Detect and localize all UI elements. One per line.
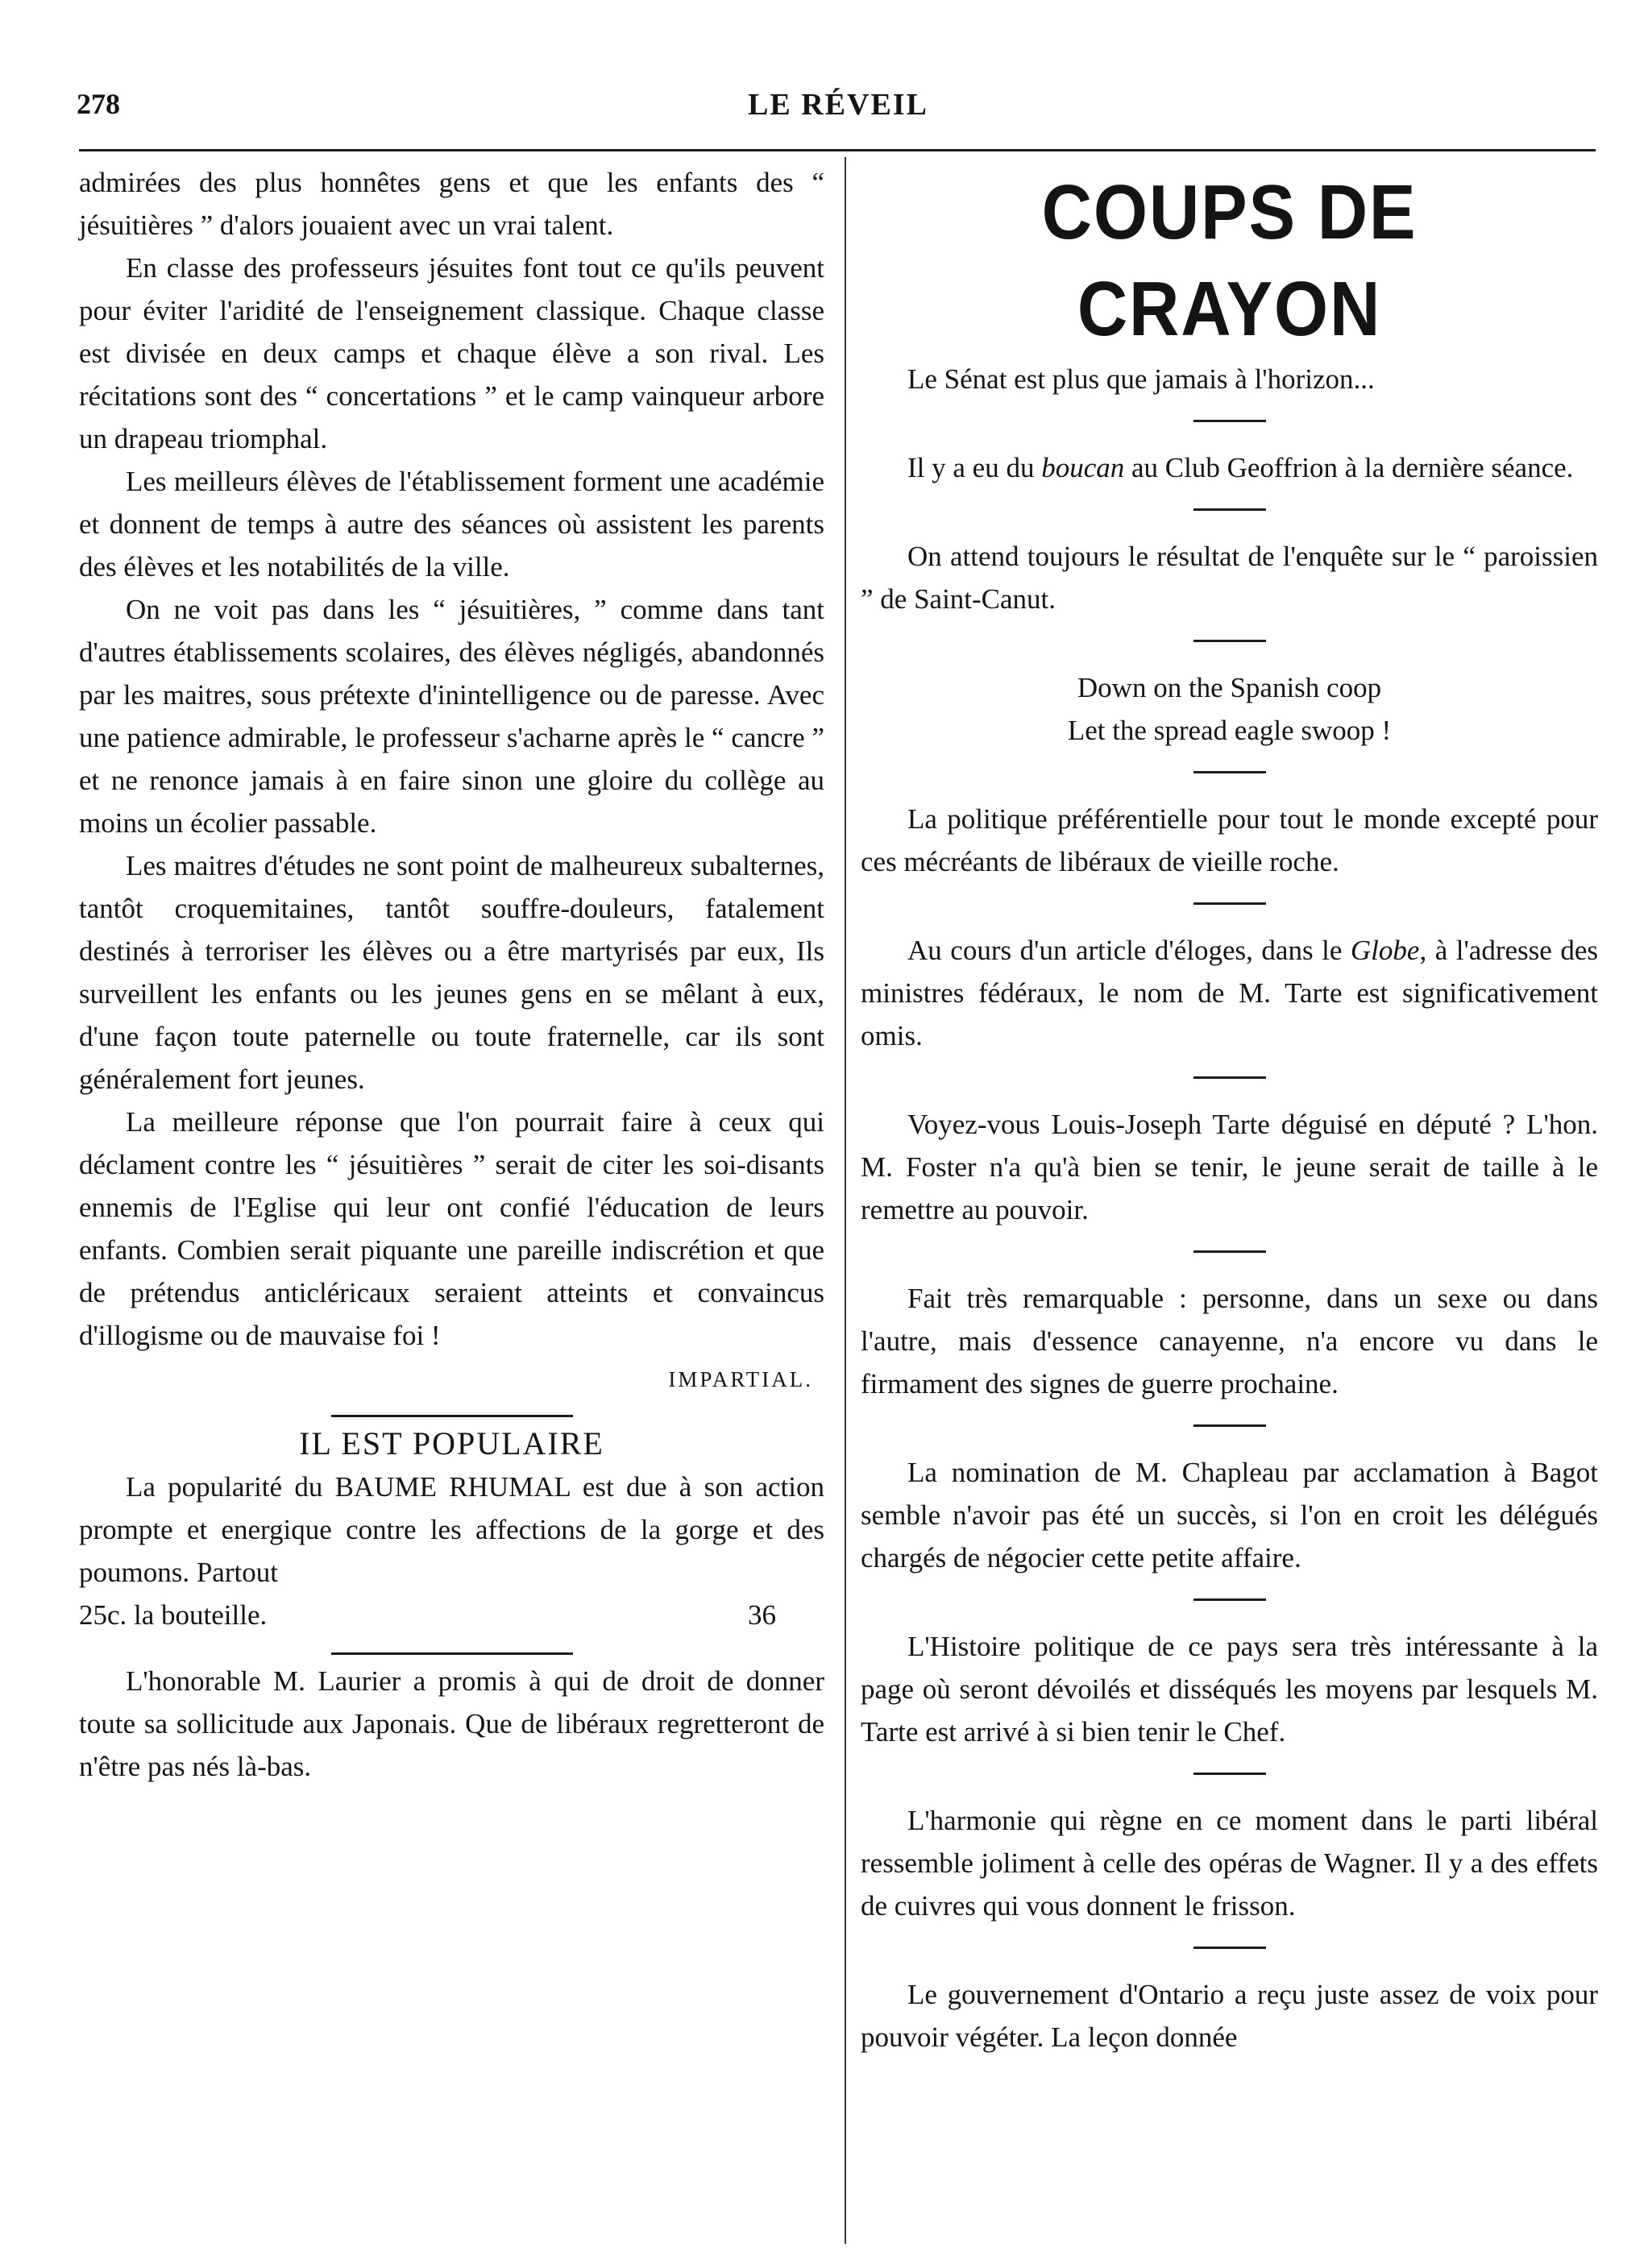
brief-item: Le Sénat est plus que jamais à l'horizon... [907, 363, 1375, 395]
brief-item: Au cours d'un article d'éloges, dans le Globe, à l'adresse des ministres fédéraux, le nom de M. Tarte est significativement omis. [861, 935, 1598, 1051]
brief-item: La nomination de M. Chapleau par acclamation à Bagot semble n'avoir pas été un succès, si l'on en croit les délégués chargés de négocier cette petite affaire. [861, 1457, 1598, 1574]
header-rule [79, 149, 1596, 151]
separator-rule [1193, 508, 1266, 511]
separator-rule [1193, 420, 1266, 422]
separator-rule [1193, 1424, 1266, 1427]
journal-title: LE RÉVEIL [748, 88, 928, 122]
separator-rule [1193, 1773, 1266, 1775]
verse-line: Down on the Spanish coop [1077, 672, 1382, 703]
ad-title: IL EST POPULAIRE [299, 1425, 604, 1462]
paragraph: On ne voit pas dans les “ jésuitières, ” comme dans tant d'autres établissements scolaires, des élèves négligés, abandonnés par les maitres, sous prétexte d'inintelligence ou de paresse. Avec une patience admirable, le professeur s'acharne après le “ cancre ” et ne renonce jamais à en faire sinon une gloire du collège au moins un écolier passable. [79, 594, 824, 839]
brief-item: Fait très remarquable : personne, dans un sexe ou dans l'autre, mais d'essence canayenne, n'a encore vu dans le firmament des signes de guerre prochaine. [861, 1283, 1598, 1399]
separator-rule [1193, 1250, 1266, 1253]
separator-rule [1193, 640, 1266, 642]
right-column [861, 161, 1598, 2059]
separator-rule [1193, 1598, 1266, 1601]
brief-item: La politique préférentielle pour tout le monde excepté pour ces mécréants de libéraux de vieille roche. [861, 803, 1598, 877]
ad-text: La popularité du BAUME RHUMAL est due à son action prompte et energique contre les affections de la gorge et des poumons. Partout [79, 1471, 824, 1588]
column-divider [845, 157, 846, 2244]
page-header [77, 81, 1600, 129]
signature: IMPARTIAL. [668, 1367, 813, 1391]
section-title: COUPS DE CRAYON [1041, 169, 1418, 352]
separator-rule [1193, 1076, 1266, 1079]
verse-line: Let the spread eagle swoop ! [1067, 715, 1392, 746]
paragraph: La meilleure réponse que l'on pourrait faire à ceux qui déclament contre les “ jésuitières ” serait de citer les soi-disants ennemis de l'Eglise qui leur ont confié l'éducation de leurs enfants. Combien serait piquante une pareille indiscrétion et que de prétendus anticléricaux seraient atteints et convaincus d'illogisme ou de mauvaise foi ! [79, 1106, 824, 1351]
ad-last-line [79, 1594, 824, 1636]
paragraph: admirées des plus honnêtes gens et que les enfants des “ jésuitières ” d'alors jouaient avec un vrai talent. [79, 167, 824, 241]
brief-item: L'harmonie qui règne en ce moment dans le parti libéral ressemble joliment à celle des opéras de Wagner. Il y a des effets de cuivres qui vous donnent le frisson. [861, 1805, 1598, 1922]
ad-price: 25c. la bouteille. [79, 1599, 268, 1631]
closing-paragraph: L'honorable M. Laurier a promis à qui de droit de donner toute sa sollicitude aux Japonais. Que de libéraux regretteront de n'être pas nés là-bas. [79, 1665, 824, 1782]
separator-rule [1193, 771, 1266, 773]
brief-item: Le gouvernement d'Ontario a reçu juste assez de voix pour pouvoir végéter. La leçon donnée [861, 1979, 1598, 2053]
brief-item: Il y a eu du boucan au Club Geoffrion à la dernière séance. [907, 452, 1574, 483]
brief-item: Voyez-vous Louis-Joseph Tarte déguisé en député ? L'hon. M. Foster n'a qu'à bien se tenir, le jeune serait de taille à le remettre au pouvoir. [861, 1109, 1598, 1225]
verse [861, 666, 1598, 752]
brief-item: L'Histoire politique de ce pays sera très intéressante à la page où seront dévoilés et disséqués les moyens par lesquels M. Tarte est arrivé à si bien tenir le Chef. [861, 1631, 1598, 1748]
separator-rule [331, 1415, 573, 1417]
paragraph: Les meilleurs élèves de l'établissement forment une académie et donnent de temps à autre des séances où assistent les parents des élèves et les notabilités de la ville. [79, 466, 824, 583]
page-number: 278 [77, 88, 120, 120]
left-column [79, 161, 824, 1788]
paragraph: Les maitres d'études ne sont point de malheureux subalternes, tantôt croquemitaines, tantôt souffre-douleurs, fatalement destinés à terroriser les élèves ou a être martyrisés par eux, Ils surveillent les enfants ou les jeunes gens en se mêlant à eux, d'une façon toute paternelle ou toute fraternelle, car ils sont généralement fort jeunes. [79, 850, 824, 1095]
separator-rule [1193, 1947, 1266, 1949]
paragraph: En classe des professeurs jésuites font tout ce qu'ils peuvent pour éviter l'aridité de l'enseignement classique. Chaque classe est divisée en deux camps et chaque élève a son rival. Les récitations sont des “ concertations ” et le camp vainqueur arbore un drapeau triomphal. [79, 252, 824, 454]
separator-rule [331, 1652, 573, 1655]
separator-rule [1193, 902, 1266, 905]
brief-item: On attend toujours le résultat de l'enquête sur le “ paroissien ” de Saint-Canut. [861, 541, 1598, 615]
ad-number: 36 [748, 1599, 776, 1631]
